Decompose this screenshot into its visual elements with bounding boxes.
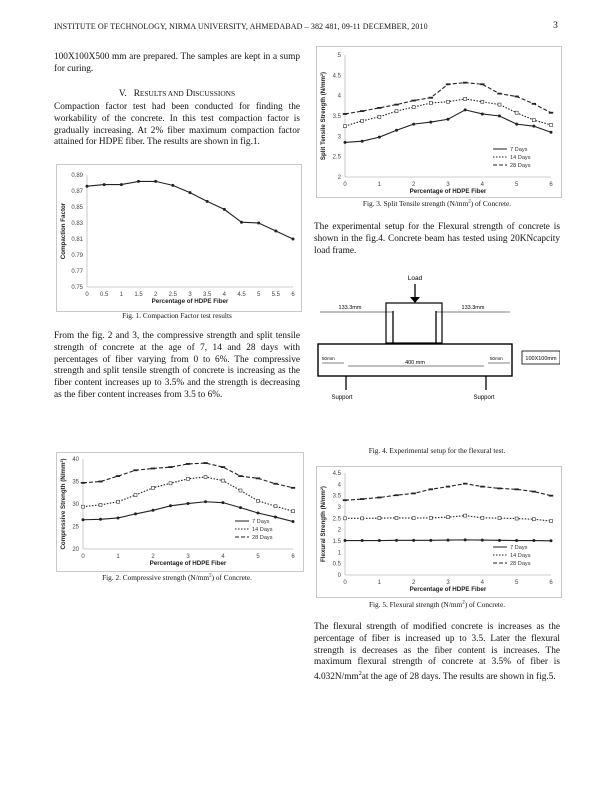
x-tick-label: 0 — [81, 554, 85, 560]
running-header — [54, 22, 558, 31]
series-line — [83, 477, 293, 511]
x-tick-label: 2 — [411, 182, 416, 188]
data-point — [394, 494, 398, 496]
data-point — [446, 486, 450, 488]
data-point — [447, 118, 450, 121]
data-point — [412, 517, 415, 520]
data-point — [137, 180, 140, 183]
support-left-label: Support — [331, 395, 353, 401]
data-point — [221, 466, 225, 468]
data-point — [151, 468, 155, 470]
x-tick-label: 5 — [256, 292, 261, 298]
data-point — [239, 506, 242, 509]
right-paragraph-1: The experimental setup for the Flexural strength of concrete is shown in the fig.4. Concrete beam has tested using 20KNcapcity load frame. — [314, 222, 560, 256]
data-point — [154, 180, 157, 183]
fig5-caption: Fig. 5. Flexural strength $(N/mm^2)$ of Concrete. — [368, 600, 506, 609]
data-point — [463, 82, 467, 84]
legend-label: 14 Days — [252, 527, 273, 533]
data-point — [464, 108, 467, 111]
y-axis-label: Compaction Factor — [60, 202, 67, 260]
data-point — [152, 509, 155, 512]
x-tick-label: 5 — [514, 580, 519, 586]
data-point — [550, 520, 553, 523]
data-point — [514, 488, 518, 490]
data-point — [394, 104, 398, 106]
data-point — [395, 539, 398, 542]
y-tick-label: 0.79 — [71, 253, 83, 259]
loading-plate — [386, 303, 442, 343]
section-heading: V. RESULTS AND DISCUSSIONS — [118, 89, 236, 99]
y-tick-label: 2.5 — [332, 154, 341, 161]
data-point — [549, 495, 553, 497]
data-point — [481, 539, 484, 542]
x-tick-label: 6 — [549, 580, 553, 586]
data-point — [274, 516, 277, 519]
data-point — [360, 498, 364, 500]
x-tick-label: 1.5 — [134, 292, 143, 298]
left-text-top — [54, 52, 300, 76]
series-line — [87, 181, 293, 239]
x-tick-label: 5 — [514, 182, 519, 188]
y-tick-label: 1.5 — [332, 539, 341, 545]
load-label: Load — [407, 275, 423, 282]
x-tick-label: 0 — [85, 292, 89, 298]
data-point — [273, 483, 277, 485]
legend-label: 28 Days — [252, 535, 273, 541]
y-tick-label: 20 — [72, 547, 79, 553]
x-tick-label: 3.5 — [202, 292, 212, 298]
series-line — [345, 83, 551, 114]
series-line — [83, 463, 293, 488]
data-point — [169, 504, 172, 507]
data-point — [480, 83, 484, 85]
data-point — [447, 100, 450, 103]
x-tick-label: 3 — [446, 580, 450, 586]
load-arrow-head — [410, 297, 420, 303]
data-point — [187, 502, 190, 505]
fig2-chart-frame — [56, 452, 304, 572]
legend-label: 7 Days — [510, 147, 528, 153]
left-paragraph-2: Compaction factor test had been conducted for finding the workability of the concrete. In this test compaction factor is gradually increasing. At 2% fiber maximum compaction factor attained for HDPE fiber. The results are shown in fig.1. — [54, 102, 300, 148]
x-tick-label: 3 — [188, 292, 192, 298]
x-tick-label: 6 — [291, 292, 295, 298]
data-point — [378, 115, 381, 118]
legend-label: 7 Days — [252, 519, 270, 525]
x-tick-label: 1 — [377, 580, 382, 586]
header-text: INSTITUTE OF TECHNOLOGY, NIRMA UNIVERSITY, AHMEDABAD – 382 481, 09-11 DECEMBER, 2010 — [54, 22, 428, 31]
data-point — [378, 539, 381, 542]
data-point — [395, 516, 398, 519]
x-tick-label: 2 — [153, 292, 158, 298]
y-tick-label: 0.83 — [71, 221, 83, 227]
data-point — [481, 100, 484, 103]
data-point — [395, 110, 398, 113]
data-point — [152, 486, 155, 489]
data-point — [344, 125, 347, 128]
data-point — [550, 131, 553, 134]
data-point — [343, 499, 347, 501]
data-point — [203, 462, 207, 464]
data-point — [550, 539, 553, 542]
data-point — [117, 516, 120, 519]
data-point — [463, 483, 467, 485]
y-tick-label: 40 — [72, 457, 79, 463]
y-tick-label: 5 — [337, 53, 341, 59]
data-point — [169, 482, 172, 485]
fig5-chart-frame — [316, 466, 562, 598]
data-point — [238, 475, 242, 477]
y-tick-label: 2 — [337, 175, 341, 181]
y-tick-label: 4.5 — [332, 73, 341, 80]
data-point — [256, 477, 260, 479]
page-number: 3 — [553, 21, 558, 31]
data-point — [291, 487, 295, 489]
right-paragraph-2: The flexural strength of modified concrete is increases as the percentage of fiber is increased up to 3.5. Later the flexural strength is decreases as the fiber content is increases. The maximum flexural strength of concrete at 3.5% of fiber is $4.032N/mm^2at$ the age of 28 days. The results are shown in fig.5. — [314, 622, 560, 683]
y-tick-label: 4.5 — [332, 471, 341, 477]
data-point — [360, 110, 364, 112]
x-tick-label: 1 — [119, 292, 124, 298]
data-point — [120, 183, 123, 186]
right-text-1 — [314, 222, 560, 257]
data-point — [497, 488, 501, 490]
fig3-chart-frame — [316, 46, 562, 198]
y-tick-label: 0.87 — [71, 189, 83, 195]
data-point — [103, 183, 106, 186]
x-axis-label: Percentage of HDPE Fiber — [151, 298, 229, 305]
x-tick-label: 1 — [377, 182, 382, 188]
y-tick-label: 3 — [337, 505, 341, 511]
data-point — [515, 517, 518, 520]
data-point — [168, 466, 172, 468]
data-point — [498, 115, 501, 118]
y-tick-label: 0.89 — [71, 173, 83, 179]
y-tick-label: 4 — [337, 482, 341, 489]
data-point — [481, 112, 484, 115]
fig1-caption: Fig. 1. Compaction Factor test results — [122, 311, 232, 320]
x-axis-label: Percentage of HDPE Fiber — [149, 560, 227, 567]
data-point — [481, 516, 484, 519]
x-tick-label: 1 — [116, 554, 120, 560]
fig2-caption: Fig. 2. Compressive strength $(N/mm^2)$ of Concrete. — [102, 573, 252, 582]
data-point — [532, 491, 536, 493]
data-point — [447, 516, 450, 519]
fig3-chart — [317, 47, 561, 197]
data-point — [532, 119, 535, 122]
data-point — [189, 191, 192, 194]
data-point — [344, 539, 347, 542]
data-point — [429, 539, 432, 542]
x-tick-label: 4 — [222, 292, 227, 298]
data-point — [274, 505, 277, 508]
x-tick-label: 2 — [411, 580, 416, 586]
data-point — [134, 494, 137, 497]
data-point — [344, 141, 347, 144]
fig4-setup-diagram — [316, 272, 560, 440]
data-point — [343, 113, 347, 115]
data-point — [378, 136, 381, 139]
y-tick-label: 3.5 — [332, 493, 341, 500]
data-point — [361, 539, 364, 542]
data-point — [377, 107, 381, 109]
y-tick-label: 3 — [337, 134, 341, 141]
data-point — [412, 123, 415, 126]
left-text-2 — [54, 102, 300, 149]
data-point — [292, 520, 295, 523]
data-point — [411, 493, 415, 495]
data-point — [464, 97, 467, 100]
y-tick-label: 0.5 — [332, 561, 341, 568]
legend-label: 28 Days — [510, 561, 531, 567]
data-point — [429, 101, 432, 104]
x-tick-label: 4 — [480, 580, 485, 586]
data-point — [515, 539, 518, 542]
x-tick-label: 4.5 — [237, 292, 246, 298]
y-tick-label: 2 — [337, 527, 341, 534]
data-point — [464, 514, 467, 517]
x-tick-label: 6 — [291, 554, 295, 560]
y-tick-label: 3.5 — [332, 114, 341, 120]
y-tick-label: 0.85 — [71, 205, 83, 211]
data-point — [133, 469, 137, 471]
y-tick-label: 2.5 — [332, 516, 341, 523]
x-tick-label: 0 — [343, 580, 347, 586]
data-point — [257, 499, 260, 502]
data-point — [134, 512, 137, 515]
fig3-caption: Fig. 3. Split Tensile strength $(N/mm^2)$ of Concrete. — [362, 199, 512, 208]
x-tick-label: 4 — [221, 554, 225, 560]
data-point — [204, 500, 207, 503]
cross-section-label: 100X100mm — [525, 356, 557, 362]
data-point — [429, 121, 432, 124]
data-point — [257, 512, 260, 515]
data-point — [429, 97, 433, 99]
y-axis-label: Compressive Strength (N/mm²) — [60, 458, 67, 550]
x-tick-label: 0 — [343, 182, 347, 188]
data-point — [429, 488, 433, 490]
data-point — [446, 83, 450, 85]
data-point — [292, 510, 295, 513]
data-point — [187, 477, 190, 480]
x-tick-label: 5.5 — [271, 292, 281, 298]
data-point — [222, 479, 225, 482]
y-tick-label: 4 — [337, 93, 341, 100]
data-point — [515, 123, 518, 126]
data-point — [82, 518, 85, 521]
data-point — [204, 476, 207, 479]
data-point — [549, 112, 553, 114]
data-point — [412, 539, 415, 542]
end-right-label: 50mm — [490, 356, 503, 361]
y-tick-label: 30 — [72, 502, 79, 508]
x-tick-label: 6 — [549, 182, 553, 188]
legend-label: 14 Days — [510, 155, 531, 161]
data-point — [222, 501, 225, 504]
legend-label: 7 Days — [510, 545, 528, 551]
data-point — [99, 518, 102, 521]
y-axis-label: Split Tensile Strength (N/mm²) — [320, 71, 327, 161]
left-text-3 — [54, 331, 300, 402]
right-text-2 — [314, 622, 560, 684]
y-tick-label: 1 — [337, 550, 341, 557]
y-tick-label: 0.77 — [71, 269, 83, 275]
legend-label: 14 Days — [510, 553, 531, 559]
data-point — [186, 463, 190, 465]
x-tick-label: 2 — [151, 554, 155, 560]
data-point — [82, 505, 85, 508]
data-point — [377, 497, 381, 499]
data-point — [116, 475, 120, 477]
x-tick-label: 2.5 — [168, 292, 178, 298]
left-paragraph-1: 100X100X500 mm are prepared. The samples are kept in a sump for curing. — [54, 52, 300, 74]
data-point — [361, 140, 364, 143]
fig4-caption: Fig. 4. Experimental setup for the flexural test. — [368, 446, 506, 455]
x-tick-label: 4 — [480, 182, 485, 188]
data-point — [257, 222, 260, 225]
legend-label: 28 Days — [510, 163, 531, 169]
data-point — [361, 119, 364, 122]
data-point — [515, 111, 518, 114]
data-point — [498, 517, 501, 520]
data-point — [447, 539, 450, 542]
x-tick-label: 0.5 — [99, 292, 109, 298]
data-point — [98, 481, 102, 483]
y-tick-label: 0 — [337, 573, 341, 579]
data-point — [223, 208, 226, 211]
end-left-label: 50mm — [322, 356, 335, 361]
dim-right-label: 133.3mm — [461, 305, 485, 311]
y-tick-label: 0.81 — [71, 237, 83, 243]
data-point — [550, 123, 553, 126]
data-point — [514, 96, 518, 98]
fig1-chart-frame — [56, 164, 302, 312]
x-tick-label: 3 — [446, 182, 450, 188]
data-point — [206, 200, 209, 203]
x-tick-label: 3 — [186, 554, 190, 560]
x-axis-label: Percentage of HDPE Fiber — [409, 586, 487, 593]
data-point — [464, 538, 467, 541]
data-point — [480, 486, 484, 488]
data-point — [412, 106, 415, 109]
y-tick-label: 0.75 — [71, 285, 83, 291]
y-tick-label: 25 — [72, 524, 79, 531]
data-point — [239, 489, 242, 492]
data-point — [497, 93, 501, 95]
data-point — [99, 503, 102, 506]
data-point — [274, 230, 277, 233]
data-point — [498, 103, 501, 106]
fig1-chart — [57, 165, 301, 311]
dim-left-label: 133.3mm — [338, 305, 362, 311]
data-point — [532, 103, 536, 105]
data-point — [361, 517, 364, 520]
data-point — [532, 125, 535, 128]
data-point — [240, 221, 243, 224]
data-point — [292, 238, 295, 241]
fig5-chart — [317, 467, 561, 597]
data-point — [81, 482, 85, 484]
data-point — [411, 100, 415, 102]
data-point — [532, 518, 535, 521]
data-point — [378, 517, 381, 520]
y-axis-label: Flexural Strength (N/mm²) — [320, 486, 327, 562]
data-point — [344, 517, 347, 520]
data-point — [117, 500, 120, 503]
data-point — [429, 516, 432, 519]
span-label: 400 mm — [405, 360, 425, 366]
fig2-chart — [57, 453, 303, 571]
support-right-label: Support — [473, 395, 495, 401]
left-paragraph-3: From the fig. 2 and 3, the compressive strength and split tensile strength of concrete at the age of 7, 14 and 28 days with percentages of fiber varying from 0 to 6%. The compressive strength and split tensile strength of concrete is increasing as the fiber content increases up to 3.5% and the strength is decreasing as the fiber content increases from 3.5 to 6%. — [54, 331, 300, 400]
data-point — [498, 539, 501, 542]
x-axis-label: Percentage of HDPE Fiber — [409, 188, 487, 195]
data-point — [86, 185, 89, 188]
y-tick-label: 35 — [72, 479, 79, 486]
x-tick-label: 5 — [256, 554, 260, 560]
data-point — [171, 184, 174, 187]
data-point — [395, 129, 398, 132]
data-point — [532, 539, 535, 542]
